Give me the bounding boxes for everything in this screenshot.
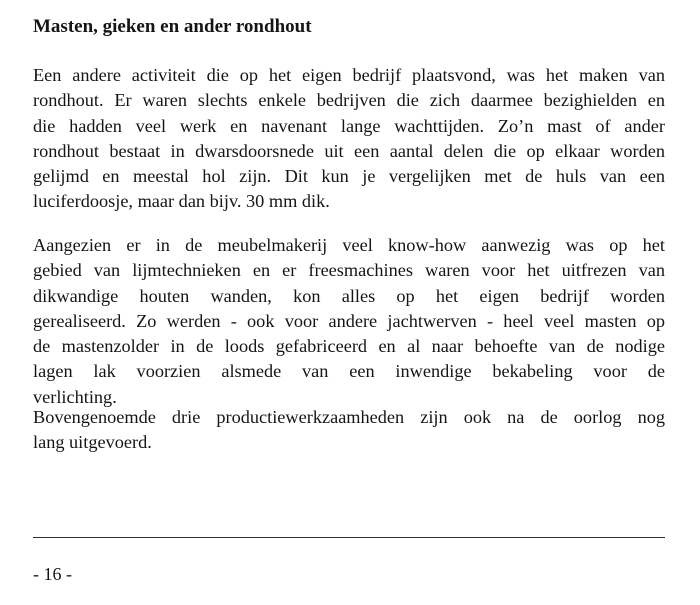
- text-line: Een andere activiteit die op het eigen bedrijf plaatsvond, was het maken van: [33, 65, 665, 85]
- text-line: luciferdoosje, maar dan bijv. 30 mm dik.: [33, 191, 330, 212]
- paragraph-rondhout-intro: [33, 63, 665, 215]
- text-line: die hadden veel werk en navenant lange wachttijden. Zo’n mast of ander: [33, 115, 665, 136]
- text-line: rondhout. Er waren slechts enkele bedrijven die zich daarmee bezighielden en: [33, 90, 665, 111]
- text-line: Aangezien er in de meubelmakerij veel know-how aanwezig was op het: [33, 235, 665, 255]
- text-line: rondhout bestaat in dwarsdoorsnede uit een aantal delen die op elkaar worden: [33, 140, 665, 161]
- text-line: verlichting.: [33, 386, 117, 407]
- footer-divider: [33, 537, 665, 538]
- text-line: Bovengenoemde drie productiewerkzaamheden zijn ook na de oorlog nog: [33, 407, 665, 427]
- section-heading: Masten, gieken en ander rondhout: [33, 16, 312, 37]
- text-line: dikwandige houten wanden, kon alles op het eigen bedrijf worden: [33, 285, 665, 306]
- page-number: - 16 -: [33, 564, 72, 584]
- text-line: gebied van lijmtechnieken en er freesmachines waren voor het uitfrezen van: [33, 260, 665, 281]
- text-line: gelijmd en meestal hol zijn. Dit kun je vergelijken met de huls van een: [33, 166, 665, 187]
- text-line: gerealiseerd. Zo werden - ook voor andere jachtwerven - heel veel masten op: [33, 310, 665, 331]
- text-line: de mastenzolder in de loods gefabriceerd en al naar behoefte van de nodige: [33, 336, 665, 357]
- text-line: lagen lak voorzien alsmede van een inwendige bekabeling voor de: [33, 361, 665, 382]
- text-line: lang uitgevoerd.: [33, 432, 152, 453]
- paragraph-na-de-oorlog: [33, 405, 665, 456]
- paragraph-meubelmakerij: [33, 233, 665, 410]
